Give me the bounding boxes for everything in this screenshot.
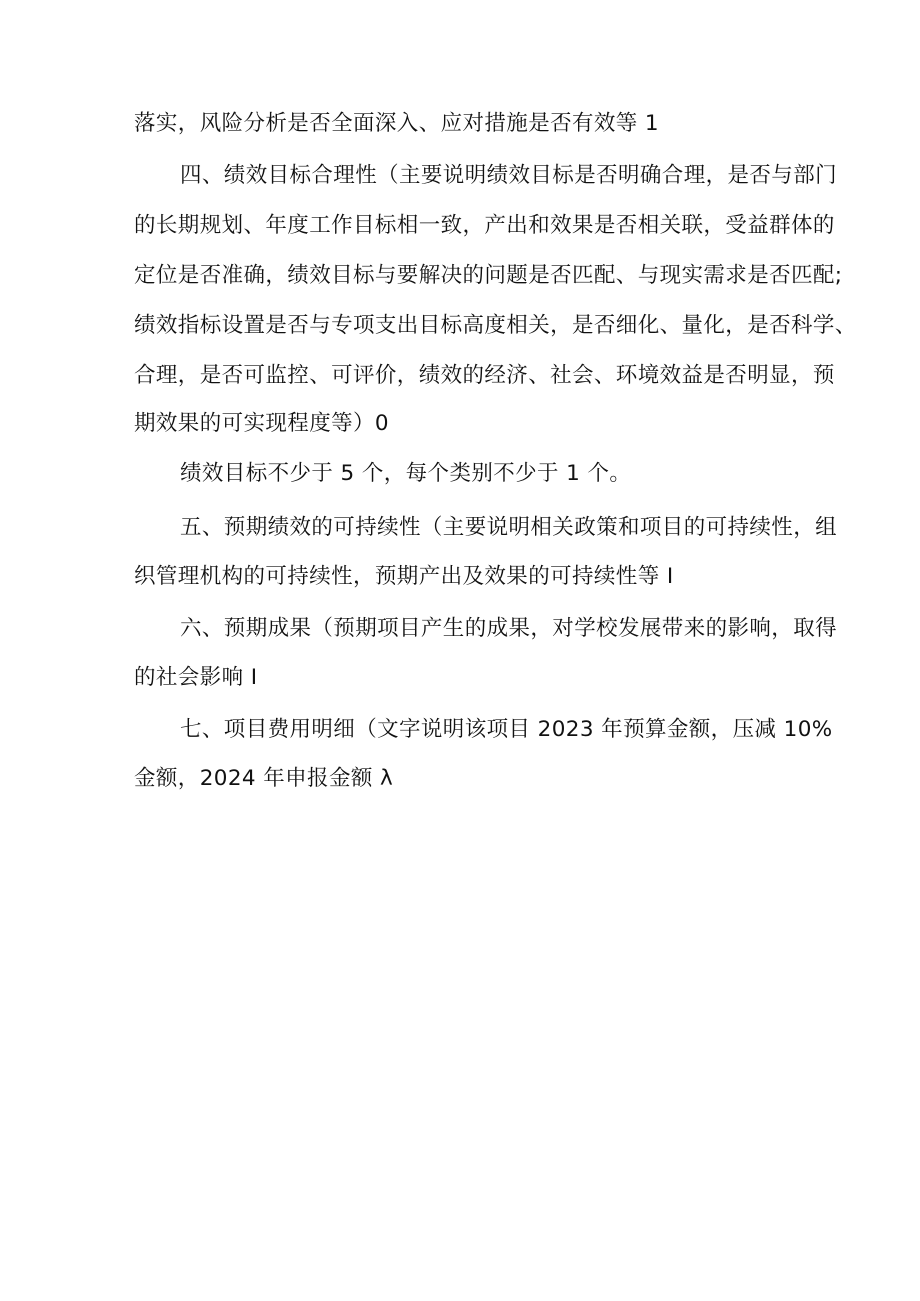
paragraph-line: 落实，风险分析是否全面深入、应对措施是否有效等 1 <box>134 111 660 136</box>
paragraph-line: 五、预期绩效的可持续性（主要说明相关政策和项目的可持续性，组 <box>180 515 838 540</box>
paragraph-line: 金额，2024 年申报金额 λ <box>134 766 394 791</box>
paragraph-line: 织管理机构的可持续性，预期产出及效果的可持续性等 I <box>134 564 674 589</box>
paragraph-line: 的社会影响 I <box>134 665 258 690</box>
paragraph-line: 的长期规划、年度工作目标相一致，产出和效果是否相关联，受益群体的 <box>134 213 835 238</box>
paragraph-line: 七、项目费用明细（文字说明该项目 2023 年预算金额，压减 10% <box>180 717 833 742</box>
paragraph-line: 定位是否准确，绩效目标与要解决的问题是否匹配、与现实需求是否匹配; <box>134 263 843 288</box>
paragraph-line: 期效果的可实现程度等）0 <box>134 411 389 436</box>
paragraph-line: 绩效指标设置是否与专项支出目标高度相关，是否细化、量化，是否科学、 <box>134 313 857 338</box>
paragraph-line: 四、绩效目标合理性（主要说明绩效目标是否明确合理，是否与部门 <box>180 163 838 188</box>
paragraph-line: 六、预期成果（预期项目产生的成果，对学校发展带来的影响，取得 <box>180 616 838 641</box>
paragraph-line: 绩效目标不少于 5 个，每个类别不少于 1 个。 <box>180 461 632 486</box>
paragraph-line: 合理，是否可监控、可评价，绩效的经济、社会、环境效益是否明显，预 <box>134 363 835 388</box>
